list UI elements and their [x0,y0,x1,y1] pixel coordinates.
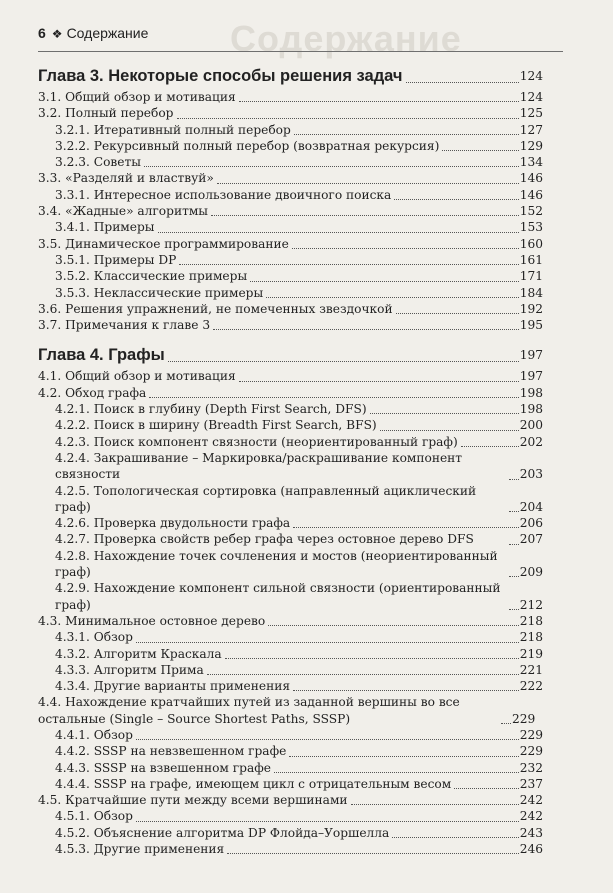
toc-entry-title: 4.2.4. Закрашивание – Маркировка/раскрашивание компонент связности [55,450,463,482]
toc-entry-title: 4.2.9. Нахождение компонент сильной связности (ориентированный граф) [55,581,501,612]
toc-entry-page: 152 [519,204,543,219]
toc-entry-title: 4.2.5. Топологическая сортировка (направленный ациклический граф) [55,483,477,514]
dot-leader [266,297,519,298]
toc-entry-page: 209 [519,565,543,580]
toc-entry [38,203,543,219]
toc-entry [38,105,543,121]
dot-leader [239,381,519,382]
dot-leader [370,413,519,414]
toc-entry-title: 4.3.3. Алгоритм Прима [55,662,204,677]
diamond-icon: ❖ [51,27,63,41]
toc-entry-title: 4.2. Обход графа [38,385,147,400]
toc-entry [38,368,543,384]
dot-leader [149,397,518,398]
dot-leader [509,479,519,480]
dot-leader [227,853,518,854]
toc-entry-page: 127 [519,122,543,137]
toc-entry-title: 3.5. Динамическое программирование [38,236,289,251]
toc-entry-page: 206 [519,516,543,531]
dot-leader [225,658,519,659]
dot-leader [177,118,519,119]
toc-entry [38,792,543,808]
toc-entry-page: 203 [519,467,543,482]
toc-entry-page: 125 [519,106,543,121]
toc-entry [38,743,543,759]
dot-leader [250,281,519,282]
toc-entry-title: Глава 4. Графы [38,346,165,365]
toc-entry [38,678,543,694]
dot-leader [239,101,519,102]
toc-entry-page: 124 [519,90,543,104]
toc-entry-title: 4.4.1. Обзор [55,727,133,742]
toc-entry [38,694,543,727]
toc-entry-title: 3.7. Примечания к главе 3 [38,318,211,333]
dot-leader [396,313,519,314]
toc-entry-title: 4.3.1. Обзор [55,630,133,645]
toc-entry-title: 4.4.3. SSSP на взвешенном графе [55,760,271,775]
dot-leader [392,837,518,838]
toc-entry-page: 242 [519,809,543,824]
dot-leader [179,264,518,265]
header-title: Содержание [66,25,149,41]
toc-entry [38,646,543,662]
toc-entry-title: 4.2.8. Нахождение точек сочленения и мостов (неориентированный граф) [55,548,498,580]
toc-entry-page: 129 [519,138,543,153]
toc-entry [38,219,543,235]
toc-entry [38,760,543,776]
toc-entry-page: 243 [519,825,543,840]
toc-entry-page: 197 [519,348,543,363]
toc-entry-page: 229 [519,744,543,759]
toc-entry-title: 4.4.4. SSSP на графе, имеющем цикл с отрицательным весом [55,776,452,791]
toc-entry-title: 4.3.4. Другие варианты применения [55,679,291,694]
toc-entry-page: 242 [519,793,543,808]
dot-leader [442,150,518,151]
toc-entry-page: 202 [519,434,543,449]
table-of-contents [38,66,543,857]
toc-entry-page: 229 [519,727,543,742]
dot-leader [294,134,519,135]
toc-entry-page: 200 [519,418,543,433]
toc-entry [38,580,543,613]
toc-entry-page: 232 [519,760,543,775]
dot-leader [217,183,519,184]
toc-entry-title: 4.5. Кратчайшие пути между всеми вершинами [38,793,348,808]
toc-entry-page: 212 [519,597,543,612]
toc-entry-page: 237 [519,776,543,791]
toc-entry [38,317,543,333]
toc-entry [38,417,543,433]
toc-entry-page: 197 [519,369,543,384]
toc-entry [38,385,543,401]
toc-entry [38,138,543,154]
dot-leader [136,739,519,740]
toc-entry-title: 3.5.2. Классические примеры [55,269,248,284]
toc-entry-title: 3.5.3. Неклассические примеры [55,285,264,300]
dot-leader [406,82,519,83]
toc-entry-page: 160 [519,236,543,251]
toc-entry [38,841,543,857]
toc-entry-page: 153 [519,220,543,235]
dot-leader [168,361,519,362]
page-number: 6 [38,25,46,41]
toc-entry [38,613,543,629]
toc-entry-page: 198 [519,402,543,417]
toc-entry [38,89,543,105]
dot-leader [509,511,519,512]
toc-entry-title: 3.5.1. Примеры DP [55,252,177,267]
dot-leader [144,166,519,167]
toc-entry-page: 134 [519,155,543,170]
toc-entry-title: 4.5.2. Объяснение алгоритма DP Флойда–Уоршелла [55,825,390,840]
toc-entry [38,808,543,824]
toc-entry [38,301,543,317]
toc-entry-page: 146 [519,187,543,202]
toc-entry-page: 222 [519,679,543,694]
toc-entry [38,187,543,203]
toc-entry-page: 218 [519,613,543,628]
toc-entry [38,548,543,581]
running-header [38,25,563,52]
toc-entry-page: 192 [519,301,543,316]
dot-leader [509,544,519,545]
toc-entry-title: 4.2.1. Поиск в глубину (Depth First Search, DFS) [55,402,367,417]
toc-entry [38,531,543,547]
toc-entry-page: 218 [519,630,543,645]
toc-entry-title: 4.1. Общий обзор и мотивация [38,369,236,384]
toc-entry-page: 229 [512,711,536,726]
toc-entry-title: 4.2.3. Поиск компонент связности (неориентированный граф) [55,434,458,449]
toc-entry-page: 204 [519,499,543,514]
toc-entry [38,154,543,170]
toc-entry-title: 4.3. Минимальное остовное дерево [38,613,266,628]
toc-entry-page: 198 [519,385,543,400]
toc-entry-title: Глава 3. Некоторые способы решения задач [38,67,403,85]
toc-entry-title: 3.2.3. Советы [55,155,141,170]
toc-entry-title: 4.2.7. Проверка свойств ребер графа через остовное дерево DFS [55,532,474,547]
dot-leader [136,821,519,822]
toc-entry [38,629,543,645]
dot-leader [274,772,519,773]
dot-leader [136,642,519,643]
toc-entry [38,662,543,678]
toc-entry-title: 4.5.3. Другие применения [55,842,225,857]
ghost-title-bleedthrough: Содержание [230,18,462,59]
toc-entry-title: 3.4.1. Примеры [55,220,155,235]
dot-leader [207,674,519,675]
toc-entry-title: 3.2.2. Рекурсивный полный перебор (возвратная рекурсия) [55,138,440,153]
toc-entry [38,285,543,301]
dot-leader [509,576,519,577]
toc-entry-title: 3.3.1. Интересное использование двоичного поиска [55,187,392,202]
dot-leader [509,609,519,610]
dot-leader [351,804,519,805]
toc-entry [38,727,543,743]
dot-leader [213,329,519,330]
toc-entry-page: 207 [519,532,543,547]
toc-entry [38,434,543,450]
toc-entry [38,450,543,483]
dot-leader [289,756,518,757]
toc-entry-page: 246 [519,842,543,857]
toc-entry-title: 4.4. Нахождение кратчайших путей из заданной вершины во все остальные (Single – Source Shortest Paths, SSSP) [38,695,460,726]
toc-entry-title: 4.5.1. Обзор [55,809,133,824]
toc-entry [38,236,543,252]
toc-entry-page: 221 [519,662,543,677]
dot-leader [268,625,519,626]
toc-entry [38,776,543,792]
toc-entry [38,483,543,516]
toc-chapter-entry [38,66,543,86]
dot-leader [293,690,519,691]
toc-entry-title: 3.3. «Разделяй и властвуй» [38,171,214,186]
dot-leader [461,446,519,447]
dot-leader [293,527,519,528]
toc-entry-title: 3.1. Общий обзор и мотивация [38,90,236,104]
toc-entry-title: 4.3.2. Алгоритм Краскала [55,646,222,661]
toc-entry-title: 3.4. «Жадные» алгоритмы [38,204,208,219]
toc-entry-page: 195 [519,318,543,333]
toc-entry-title: 3.6. Решения упражнений, не помеченных звездочкой [38,301,393,316]
toc-entry-title: 4.4.2. SSSP на невзвешенном графе [55,744,287,759]
dot-leader [158,232,519,233]
dot-leader [501,723,511,724]
toc-entry [38,401,543,417]
toc-chapter-entry [38,345,543,365]
toc-entry [38,252,543,268]
dot-leader [380,430,519,431]
toc-entry [38,268,543,284]
dot-leader [211,215,519,216]
toc-entry-page: 146 [519,171,543,186]
dot-leader [454,788,519,789]
toc-entry-title: 3.2. Полный перебор [38,106,174,121]
toc-entry-page: 161 [519,252,543,267]
toc-entry [38,825,543,841]
toc-entry-page: 184 [519,285,543,300]
dot-leader [394,199,518,200]
toc-entry-page: 171 [519,269,543,284]
toc-entry [38,122,543,138]
toc-entry [38,515,543,531]
toc-entry-page: 219 [519,646,543,661]
toc-entry-page: 124 [519,69,543,83]
toc-entry-title: 4.2.2. Поиск в ширину (Breadth First Search, BFS) [55,418,377,433]
toc-entry-title: 3.2.1. Итеративный полный перебор [55,122,291,137]
toc-entry [38,170,543,186]
toc-entry-title: 4.2.6. Проверка двудольности графа [55,516,291,531]
dot-leader [292,248,519,249]
